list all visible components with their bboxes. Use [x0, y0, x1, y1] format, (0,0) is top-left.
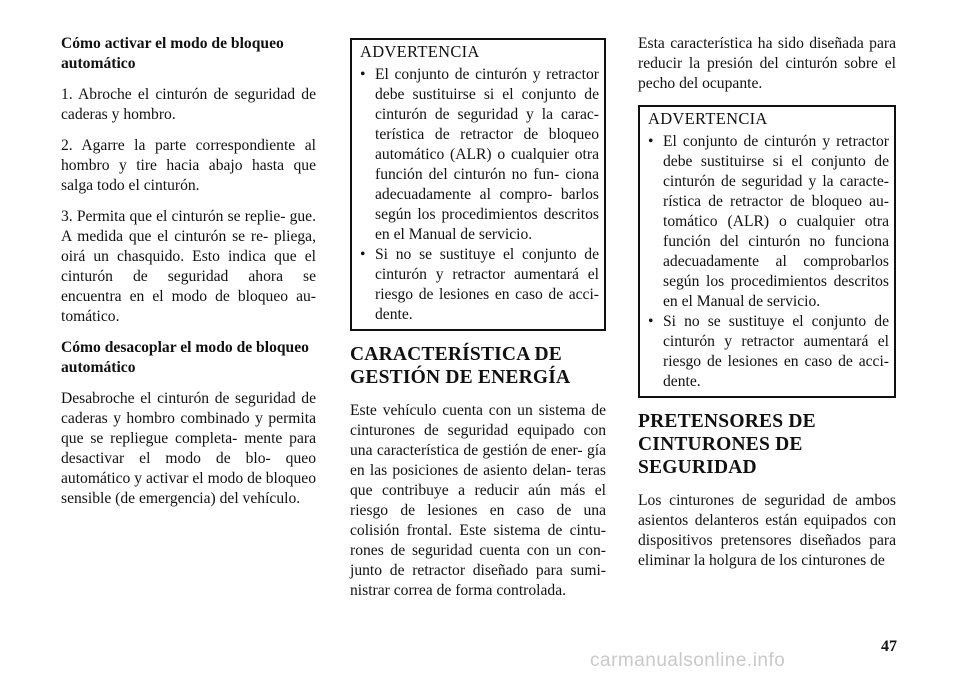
bullet-icon: •	[360, 66, 366, 83]
column-middle	[350, 34, 606, 612]
section-title-energy-management: CARACTERÍSTICA DE GESTIÓN DE ENERGÍA	[350, 344, 571, 388]
heading-activate-lock-mode: Cómo activar el modo de bloqueo automático	[61, 35, 284, 72]
pretensioners-paragraph: Los cinturones de seguridad de ambos asientos delanteros están equipados con dispositivos pretensores diseñados para eliminar la holgura de los cinturones de	[638, 492, 896, 569]
column-left	[61, 34, 316, 520]
warning-item-text: Si no se sustituye el conjunto de cinturón y retractor aumentará el riesgo de lesiones en caso de acci- dente.	[375, 246, 599, 323]
section-title-pretensioners: PRETENSORES DE CINTURONES DE SEGURIDAD	[638, 411, 816, 478]
bullet-icon: •	[648, 313, 654, 330]
warning-list	[357, 65, 599, 325]
heading-deactivate-lock-mode: Cómo desacoplar el modo de bloqueo automático	[61, 339, 309, 376]
step-2: 2. Agarre la parte correspondiente al hombro y tire hacia abajo hasta que salga todo el cinturón.	[61, 137, 316, 194]
step-3: 3. Permita que el cinturón se replie- gue. A medida que el cinturón se re- pliega, oirá un chasquido. Esto indica que el cinturón de seguridad ahora se encuentra en el modo de bloqueo au- tomático.	[61, 208, 316, 325]
warning-title: ADVERTENCIA	[360, 42, 480, 61]
bullet-icon: •	[360, 246, 366, 263]
energy-management-paragraph: Este vehículo cuenta con un sistema de cinturones de seguridad equipado con una característica de gestión de ener- gía en las posiciones de asiento delan- teras que contribuye a reducir aún más el riesgo de lesiones en caso de una colisión frontal. Este sistema de cintu- rones de seguridad cuenta con un con- junto de retractor diseñado para sumi- nistrar correa de forma controlada.	[350, 402, 606, 599]
bullet-icon: •	[648, 133, 654, 150]
warning-list	[645, 132, 889, 392]
warning-box	[350, 38, 606, 331]
column-right	[638, 34, 896, 582]
step-1: 1. Abroche el cinturón de seguridad de caderas y hombro.	[61, 86, 316, 123]
watermark: carmanualsonline.info	[590, 650, 786, 671]
design-paragraph: Esta característica ha sido diseñada para reducir la presión del cinturón sobre el pecho del ocupante.	[638, 35, 896, 92]
warning-item	[645, 312, 889, 392]
warning-item-text: El conjunto de cinturón y retractor debe sustituirse si el conjunto de cinturón de seguridad y la carac- terística de retractor de bloqueo automático (ALR) o cualquier otra función del cinturón no fun- ciona adecuadamente al compro- barlos según los procedimientos descritos en el Manual de servicio.	[375, 66, 599, 243]
warning-item	[357, 245, 599, 325]
warning-item-text: El conjunto de cinturón y retractor debe sustituirse si el conjunto de cinturón de seguridad y la caracte- rística de retractor de bloqueo au- tomático (ALR) o cualquier otra función del cinturón no funciona adecuadamente al comprobarlos según los procedimientos descritos en el Manual de servicio.	[663, 133, 889, 310]
warning-item	[645, 132, 889, 312]
warning-title: ADVERTENCIA	[648, 109, 768, 128]
page-number: 47	[881, 638, 897, 655]
warning-item-text: Si no se sustituye el conjunto de cinturón y retractor aumentará el riesgo de lesiones en caso de acci- dente.	[663, 313, 889, 390]
deactivate-paragraph: Desabroche el cinturón de seguridad de caderas y hombro combinado y permita que se repliegue completa- mente para desactivar el modo de blo- queo automático y activar el modo de bloqueo sensible (de emergencia) del vehículo.	[61, 390, 316, 507]
warning-item	[357, 65, 599, 245]
warning-box	[638, 105, 896, 398]
